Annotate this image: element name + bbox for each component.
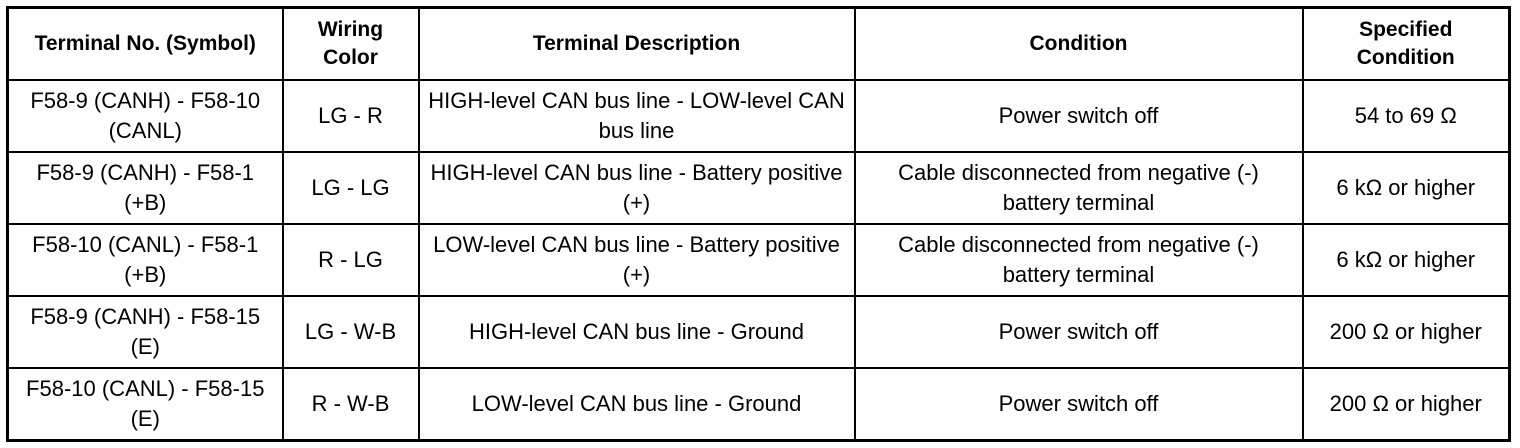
table-row [8,80,1510,152]
cell-wiring-color: LG - R [283,80,419,152]
cell-specified-condition: 200 Ω or higher [1303,296,1510,368]
cell-specified-condition: 6 kΩ or higher [1303,224,1510,296]
cell-description: HIGH-level CAN bus line - Ground [419,296,855,368]
cell-condition: Cable disconnected from negative (-) battery terminal [855,152,1303,224]
cell-description: LOW-level CAN bus line - Battery positive (+) [419,224,855,296]
cell-wiring-color: LG - LG [283,152,419,224]
cell-wiring-color: R - LG [283,224,419,296]
cell-description: LOW-level CAN bus line - Ground [419,368,855,441]
table-row [8,368,1510,441]
cell-condition: Cable disconnected from negative (-) battery terminal [855,224,1303,296]
cell-terminal: F58-9 (CANH) - F58-15 (E) [8,296,283,368]
cell-wiring-color: LG - W-B [283,296,419,368]
cell-terminal: F58-9 (CANH) - F58-10 (CANL) [8,80,283,152]
cell-description: HIGH-level CAN bus line - LOW-level CAN bus line [419,80,855,152]
cell-wiring-color: R - W-B [283,368,419,441]
table-row [8,296,1510,368]
cell-description: HIGH-level CAN bus line - Battery positive (+) [419,152,855,224]
cell-condition: Power switch off [855,80,1303,152]
header-terminal-description: Terminal Description [419,8,855,81]
table-row [8,224,1510,296]
cell-specified-condition: 54 to 69 Ω [1303,80,1510,152]
cell-condition: Power switch off [855,368,1303,441]
cell-specified-condition: 6 kΩ or higher [1303,152,1510,224]
header-wiring-color: Wiring Color [283,8,419,81]
table-row [8,152,1510,224]
header-row [8,8,1510,81]
header-condition: Condition [855,8,1303,81]
cell-terminal: F58-10 (CANL) - F58-1 (+B) [8,224,283,296]
cell-terminal: F58-9 (CANH) - F58-1 (+B) [8,152,283,224]
header-specified-condition: Specified Condition [1303,8,1510,81]
cell-terminal: F58-10 (CANL) - F58-15 (E) [8,368,283,441]
cell-condition: Power switch off [855,296,1303,368]
cell-specified-condition: 200 Ω or higher [1303,368,1510,441]
specification-table [6,6,1511,442]
header-terminal-no: Terminal No. (Symbol) [8,8,283,81]
